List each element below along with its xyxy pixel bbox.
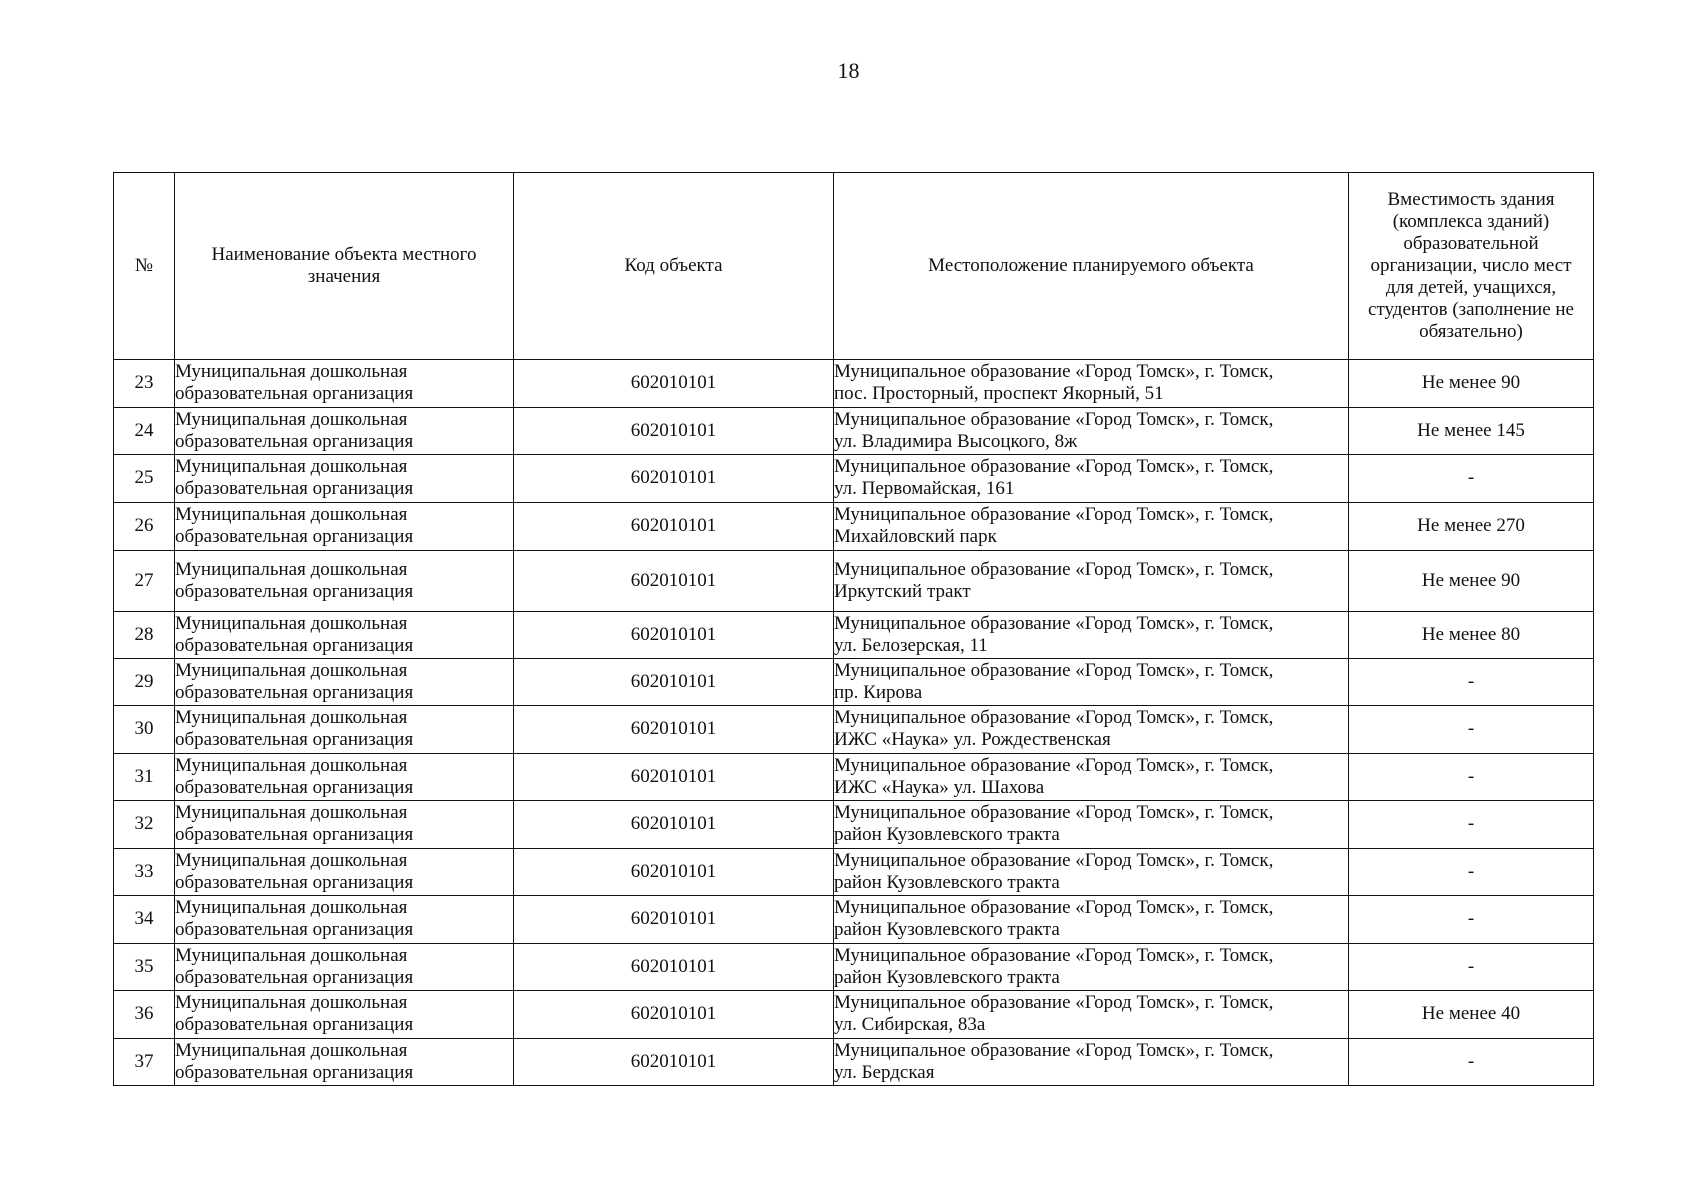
location-line: район Кузовлевского тракта — [834, 966, 1060, 988]
location-line: район Кузовлевского тракта — [834, 919, 1060, 941]
location-line: Иркутский тракт — [834, 580, 971, 602]
location-cell — [834, 943, 1349, 991]
row-number: 32 — [114, 801, 175, 849]
object-name-line: Муниципальная дошкольная — [175, 849, 408, 871]
object-name-line: Муниципальная дошкольная — [175, 659, 408, 681]
object-name-line: Муниципальная дошкольная — [175, 408, 408, 430]
object-code: 602010101 — [514, 706, 834, 754]
capacity-value: Не менее 90 — [1349, 360, 1594, 408]
object-name-cell — [175, 801, 514, 849]
location-cell — [834, 991, 1349, 1039]
table-header-row — [114, 173, 1594, 360]
object-name-line: образовательная организация — [175, 824, 414, 846]
table-row — [114, 753, 1594, 801]
object-name-line: образовательная организация — [175, 430, 414, 452]
location-line: Михайловский парк — [834, 526, 997, 547]
table-row — [114, 455, 1594, 503]
object-name-cell — [175, 550, 514, 611]
object-name-line: Муниципальная дошкольная — [175, 802, 408, 824]
location-line: Муниципальное образование «Город Томск», г. Томск, — [834, 897, 1274, 919]
object-code: 602010101 — [514, 848, 834, 896]
table-row — [114, 991, 1594, 1039]
object-name-line: образовательная организация — [175, 478, 414, 500]
object-code: 602010101 — [514, 991, 834, 1039]
table-row — [114, 611, 1594, 658]
location-cell — [834, 896, 1349, 944]
location-line: Муниципальное образование «Город Томск», г. Томск, — [834, 408, 1274, 430]
capacity-value: Не менее 270 — [1349, 502, 1594, 550]
capacity-value: Не менее 40 — [1349, 991, 1594, 1039]
object-name-cell — [175, 360, 514, 408]
location-line: ул. Сибирская, 83а — [834, 1014, 986, 1036]
object-name-cell — [175, 407, 514, 455]
location-line: Муниципальное образование «Город Томск», г. Томск, — [834, 992, 1274, 1014]
object-code: 602010101 — [514, 455, 834, 503]
table-row — [114, 502, 1594, 550]
table-row — [114, 407, 1594, 455]
object-name-cell — [175, 706, 514, 754]
table-row — [114, 1038, 1594, 1086]
location-cell — [834, 360, 1349, 408]
object-name-cell — [175, 943, 514, 991]
location-line: Муниципальное образование «Город Томск», г. Томск, — [834, 659, 1274, 681]
location-cell — [834, 407, 1349, 455]
objects-table — [113, 172, 1594, 1086]
row-number: 26 — [114, 502, 175, 550]
location-line: Муниципальное образование «Город Томск», г. Томск, — [834, 558, 1274, 580]
row-number: 24 — [114, 407, 175, 455]
object-code: 602010101 — [514, 550, 834, 611]
capacity-value: - — [1349, 658, 1594, 706]
object-name-line: образовательная организация — [175, 383, 414, 405]
row-number: 35 — [114, 943, 175, 991]
object-code: 602010101 — [514, 407, 834, 455]
capacity-value: - — [1349, 896, 1594, 944]
object-code: 602010101 — [514, 943, 834, 991]
object-code: 602010101 — [514, 1038, 834, 1086]
object-code: 602010101 — [514, 753, 834, 801]
object-code: 602010101 — [514, 658, 834, 706]
location-line: пос. Просторный, проспект Якорный, 51 — [834, 383, 1164, 405]
object-name-line: образовательная организация — [175, 729, 414, 751]
object-code: 602010101 — [514, 896, 834, 944]
object-name-cell — [175, 753, 514, 801]
object-name-cell — [175, 991, 514, 1039]
object-code: 602010101 — [514, 611, 834, 658]
location-line: Муниципальное образование «Город Томск», г. Томск, — [834, 707, 1274, 729]
object-name-line: образовательная организация — [175, 681, 414, 703]
table-row — [114, 896, 1594, 944]
location-line: Муниципальное образование «Город Томск», г. Томск, — [834, 944, 1274, 966]
location-line: ИЖС «Наука» ул. Рождественская — [834, 729, 1111, 751]
capacity-value: Не менее 80 — [1349, 611, 1594, 658]
header-capacity: Вместимость здания (комплекса зданий) образовательной организации, число мест для детей, учащихся, студентов (заполнение не обязательно) — [1349, 173, 1594, 360]
location-line: Муниципальное образование «Город Томск», г. Томск, — [834, 504, 1274, 525]
location-line: Муниципальное образование «Город Томск», г. Томск, — [834, 849, 1274, 871]
capacity-value: - — [1349, 706, 1594, 754]
location-line: Муниципальное образование «Город Томск», г. Томск, — [834, 802, 1274, 824]
object-name-line: Муниципальная дошкольная — [175, 897, 408, 919]
capacity-value: Не менее 145 — [1349, 407, 1594, 455]
table-row — [114, 943, 1594, 991]
location-line: район Кузовлевского тракта — [834, 871, 1060, 893]
object-name-line: образовательная организация — [175, 871, 414, 893]
object-name-cell — [175, 1038, 514, 1086]
object-name-line: Муниципальная дошкольная — [175, 944, 408, 966]
capacity-value: - — [1349, 753, 1594, 801]
object-name-line: Муниципальная дошкольная — [175, 992, 408, 1014]
header-location: Местоположение планируемого объекта — [834, 173, 1349, 360]
location-line: ИЖС «Наука» ул. Шахова — [834, 776, 1045, 798]
location-cell — [834, 502, 1349, 550]
header-number: № — [114, 173, 175, 360]
object-name-line: Муниципальная дошкольная — [175, 504, 408, 525]
object-name-line: образовательная организация — [175, 1014, 414, 1036]
table-row — [114, 801, 1594, 849]
object-code: 602010101 — [514, 502, 834, 550]
location-cell — [834, 753, 1349, 801]
location-line: Муниципальное образование «Город Томск», г. Томск, — [834, 1039, 1274, 1061]
object-code: 602010101 — [514, 801, 834, 849]
table-row — [114, 360, 1594, 408]
table-body — [114, 360, 1594, 1086]
object-name-line: образовательная организация — [175, 1061, 414, 1083]
object-name-line: Муниципальная дошкольная — [175, 754, 408, 776]
capacity-value: - — [1349, 943, 1594, 991]
table-row — [114, 658, 1594, 706]
row-number: 29 — [114, 658, 175, 706]
location-cell — [834, 455, 1349, 503]
object-code: 602010101 — [514, 360, 834, 408]
location-line: ул. Владимира Высоцкого, 8ж — [834, 430, 1078, 452]
row-number: 33 — [114, 848, 175, 896]
table-row — [114, 848, 1594, 896]
row-number: 34 — [114, 896, 175, 944]
header-object-name: Наименование объекта местного значения — [175, 173, 514, 360]
location-cell — [834, 550, 1349, 611]
object-name-line: Муниципальная дошкольная — [175, 558, 408, 580]
location-line: ул. Бердская — [834, 1061, 935, 1083]
location-cell — [834, 706, 1349, 754]
location-line: Муниципальное образование «Город Томск», г. Томск, — [834, 612, 1274, 634]
location-line: Муниципальное образование «Город Томск», г. Томск, — [834, 361, 1274, 383]
object-name-line: образовательная организация — [175, 919, 414, 941]
row-number: 23 — [114, 360, 175, 408]
location-line: ул. Белозерская, 11 — [834, 634, 988, 656]
table-row — [114, 550, 1594, 611]
row-number: 31 — [114, 753, 175, 801]
location-cell — [834, 1038, 1349, 1086]
object-name-line: образовательная организация — [175, 966, 414, 988]
page-number: 18 — [837, 58, 860, 83]
row-number: 36 — [114, 991, 175, 1039]
object-name-line: образовательная организация — [175, 526, 414, 547]
object-name-cell — [175, 502, 514, 550]
location-cell — [834, 848, 1349, 896]
location-line: район Кузовлевского тракта — [834, 824, 1060, 846]
table-row — [114, 706, 1594, 754]
object-name-line: Муниципальная дошкольная — [175, 361, 408, 383]
object-name-cell — [175, 848, 514, 896]
capacity-value: Не менее 90 — [1349, 550, 1594, 611]
row-number: 28 — [114, 611, 175, 658]
capacity-value: - — [1349, 848, 1594, 896]
row-number: 30 — [114, 706, 175, 754]
row-number: 27 — [114, 550, 175, 611]
location-line: Муниципальное образование «Город Томск», г. Томск, — [834, 456, 1274, 478]
location-cell — [834, 801, 1349, 849]
location-line: Муниципальное образование «Город Томск», г. Томск, — [834, 754, 1274, 776]
object-name-cell — [175, 658, 514, 706]
object-name-line: образовательная организация — [175, 776, 414, 798]
object-name-line: Муниципальная дошкольная — [175, 456, 408, 478]
object-name-line: Муниципальная дошкольная — [175, 612, 408, 634]
location-line: ул. Первомайская, 161 — [834, 478, 1015, 500]
header-object-code: Код объекта — [514, 173, 834, 360]
object-name-line: Муниципальная дошкольная — [175, 707, 408, 729]
location-cell — [834, 611, 1349, 658]
row-number: 25 — [114, 455, 175, 503]
row-number: 37 — [114, 1038, 175, 1086]
object-name-line: Муниципальная дошкольная — [175, 1039, 408, 1061]
object-name-cell — [175, 455, 514, 503]
capacity-value: - — [1349, 1038, 1594, 1086]
location-line: пр. Кирова — [834, 681, 923, 703]
object-name-cell — [175, 611, 514, 658]
location-cell — [834, 658, 1349, 706]
capacity-value: - — [1349, 455, 1594, 503]
capacity-value: - — [1349, 801, 1594, 849]
object-name-cell — [175, 896, 514, 944]
object-name-line: образовательная организация — [175, 580, 414, 602]
object-name-line: образовательная организация — [175, 634, 414, 656]
